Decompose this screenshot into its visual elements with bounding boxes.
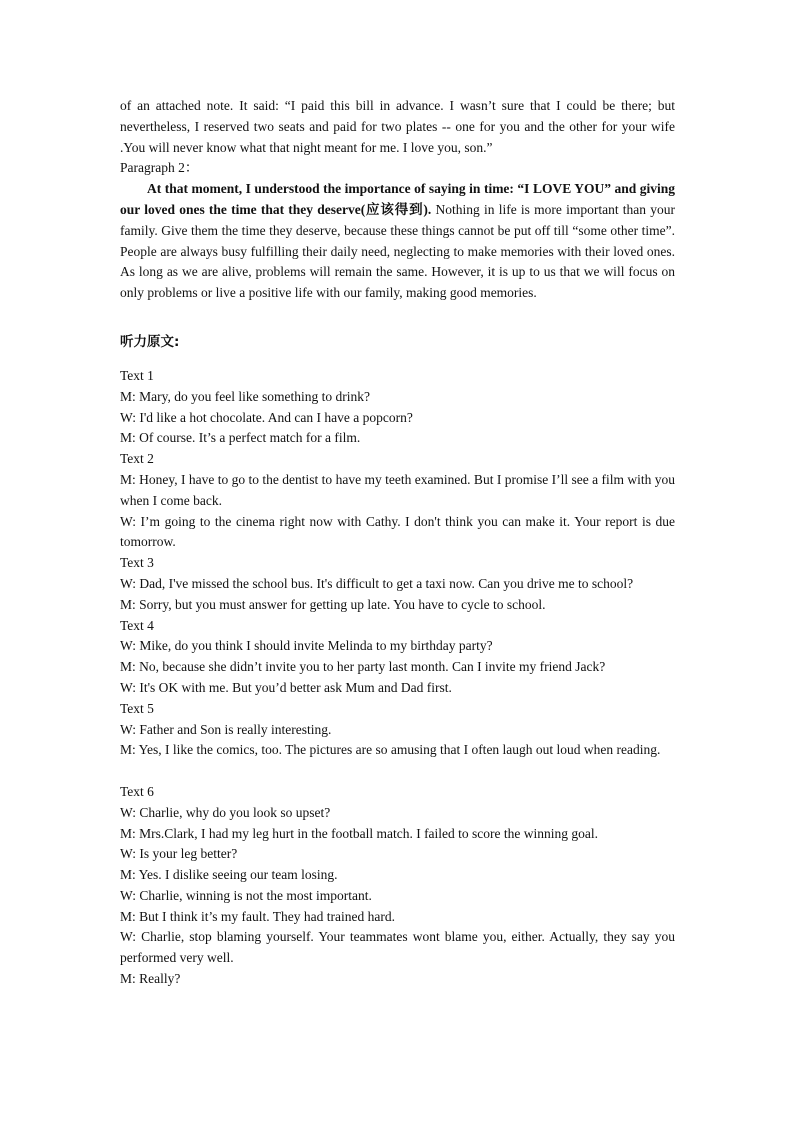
dialogue-line: W: Is your leg better? xyxy=(120,846,238,862)
dialogue-line: W: Charlie, stop blaming yourself. Your teammates wont blame you, either. Actually, they say you performed very well. xyxy=(120,929,675,966)
dialogue-line: M: Yes, I like the comics, too. The pictures are so amusing that I often laugh out loud when reading. xyxy=(120,742,661,758)
dialogue-line: W: Charlie, why do you look so upset? xyxy=(120,804,331,820)
text-label: Text 4 xyxy=(120,617,154,633)
dialogue-line: M: Of course. It’s a perfect match for a film. xyxy=(120,430,361,446)
paragraph-2-body: Nothing in life is more important than your family. Give them the time they deserve, because these things cannot be put off till “some other time”. People are always busy fulfilling their daily need, neglecting to make memories with their loved ones. As long as we are alive, problems will remain the same. However, it is up to us that we will focus on only problems or live a positive life with our family, making good memories. xyxy=(120,201,675,301)
paragraph-2-label: Paragraph 2： xyxy=(120,160,199,176)
text-label: Text 3 xyxy=(120,555,154,571)
dialogue-line: W: It's OK with me. But you’d better ask Mum and Dad first. xyxy=(120,679,452,695)
dialogue-line: M: Really? xyxy=(120,971,181,987)
dialogue-line: M: Mrs.Clark, I had my leg hurt in the football match. I failed to score the winning goal. xyxy=(120,825,599,841)
paragraph-2-bold-sentence: At that moment, I understood the importance of saying in time: “I LOVE YOU” and giving our loved ones the time that they deserve(应该得到). xyxy=(120,181,675,217)
text-label: Text 2 xyxy=(120,451,154,467)
dialogue-line: M: Mary, do you feel like something to drink? xyxy=(120,388,370,404)
paragraph-2 xyxy=(120,179,675,304)
dialogue-line: M: No, because she didn’t invite you to her party last month. Can I invite my friend Jack? xyxy=(120,659,606,675)
dialogue-line: W: I’m going to the cinema right now with Cathy. I don't think you can make it. Your report is due tomorrow. xyxy=(120,513,675,550)
dialogue-line: W: Father and Son is really interesting. xyxy=(120,721,332,737)
dialogue-line: W: Mike, do you think I should invite Melinda to my birthday party? xyxy=(120,638,493,654)
text-label: Text 1 xyxy=(120,367,154,383)
listening-transcript xyxy=(120,366,675,990)
dialogue-line: M: Yes. I dislike seeing our team losing. xyxy=(120,867,338,883)
dialogue-line: M: Honey, I have to go to the dentist to have my teeth examined. But I promise I’ll see a film with you when I come back. xyxy=(120,471,675,508)
document-page xyxy=(120,96,675,990)
dialogue-line: M: But I think it’s my fault. They had trained hard. xyxy=(120,908,395,924)
dialogue-line: W: Dad, I've missed the school bus. It's difficult to get a taxi now. Can you drive me to school? xyxy=(120,575,634,591)
dialogue-line: W: Charlie, winning is not the most important. xyxy=(120,887,372,903)
paragraph-1-continuation: of an attached note. It said: “I paid this bill in advance. I wasn’t sure that I could be there; but nevertheless, I reserved two seats and paid for two plates -- one for you and the other for your wife .You will never know what that night meant for me. I love you, son.” xyxy=(120,98,675,155)
text-label: Text 6 xyxy=(120,783,154,799)
blank-line xyxy=(120,761,675,782)
text-label: Text 5 xyxy=(120,700,154,716)
dialogue-line: W: I'd like a hot chocolate. And can I have a popcorn? xyxy=(120,409,413,425)
dialogue-line: M: Sorry, but you must answer for getting up late. You have to cycle to school. xyxy=(120,596,546,612)
listening-heading: 听力原文: xyxy=(120,333,180,350)
